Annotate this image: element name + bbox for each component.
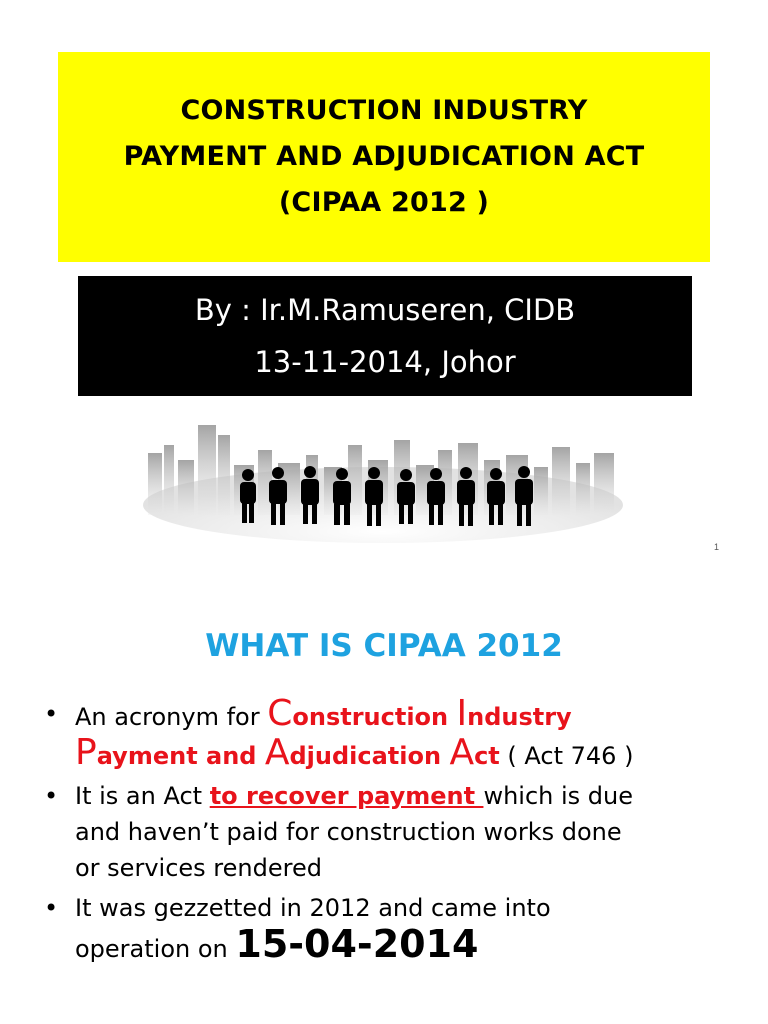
bullet-purpose-line-2: and haven’t paid for construction works done [75, 818, 622, 846]
city-skyline-people-illustration [138, 405, 628, 545]
word-construction: onstruction [292, 703, 457, 731]
letter-a-act: A [449, 732, 475, 773]
word-act: ct [474, 742, 500, 770]
bullet-marker: • [44, 894, 59, 922]
word-adjudication: djudication [289, 742, 450, 770]
letter-a: A [264, 732, 290, 773]
slide-2 [0, 576, 768, 1024]
bullet-gazette-line-1: It was gezzetted in 2012 and came into [75, 894, 551, 922]
purpose-prefix: It is an Act [75, 782, 210, 810]
bullet-acronym-line-1 [75, 693, 744, 735]
bullet-marker: • [44, 700, 59, 728]
bullet-marker: • [44, 782, 59, 810]
gazette-prefix: operation on [75, 935, 236, 963]
presentation-date-location: 13-11-2014, Johor [254, 345, 516, 379]
word-industry: ndustry [467, 703, 572, 731]
purpose-rest: which is due [483, 782, 634, 810]
bullet-purpose-line-1 [75, 778, 744, 814]
operation-date: 15-04-2014 [235, 922, 479, 966]
bullet-gazette [44, 890, 744, 967]
bullet-acronym [44, 693, 744, 774]
act-number: ( Act 746 ) [499, 742, 634, 770]
letter-i: I [456, 693, 468, 734]
author-name: By : Ir.M.Ramuseren, CIDB [194, 293, 576, 327]
letter-p: P [75, 732, 97, 773]
letter-c: C [267, 693, 293, 734]
purpose-highlight: to recover payment [209, 782, 484, 810]
bullet-purpose-line-3: or services rendered [75, 854, 322, 882]
title-box [58, 52, 710, 262]
slide-heading: WHAT IS CIPAA 2012 [205, 628, 563, 664]
bullet-acronym-line-2 [75, 732, 744, 774]
bullet-purpose [44, 778, 744, 886]
title-line-1: CONSTRUCTION INDUSTRY [180, 95, 588, 126]
page-number: 1 [714, 542, 720, 552]
title-line-3: (CIPAA 2012 ) [278, 187, 490, 218]
author-box [78, 276, 692, 396]
word-payment: ayment and [96, 742, 265, 770]
bullet-list [44, 693, 744, 971]
acronym-prefix: An acronym for [75, 703, 268, 731]
bullet-gazette-line-2 [75, 922, 744, 967]
title-line-2: PAYMENT AND ADJUDICATION ACT [123, 141, 645, 172]
